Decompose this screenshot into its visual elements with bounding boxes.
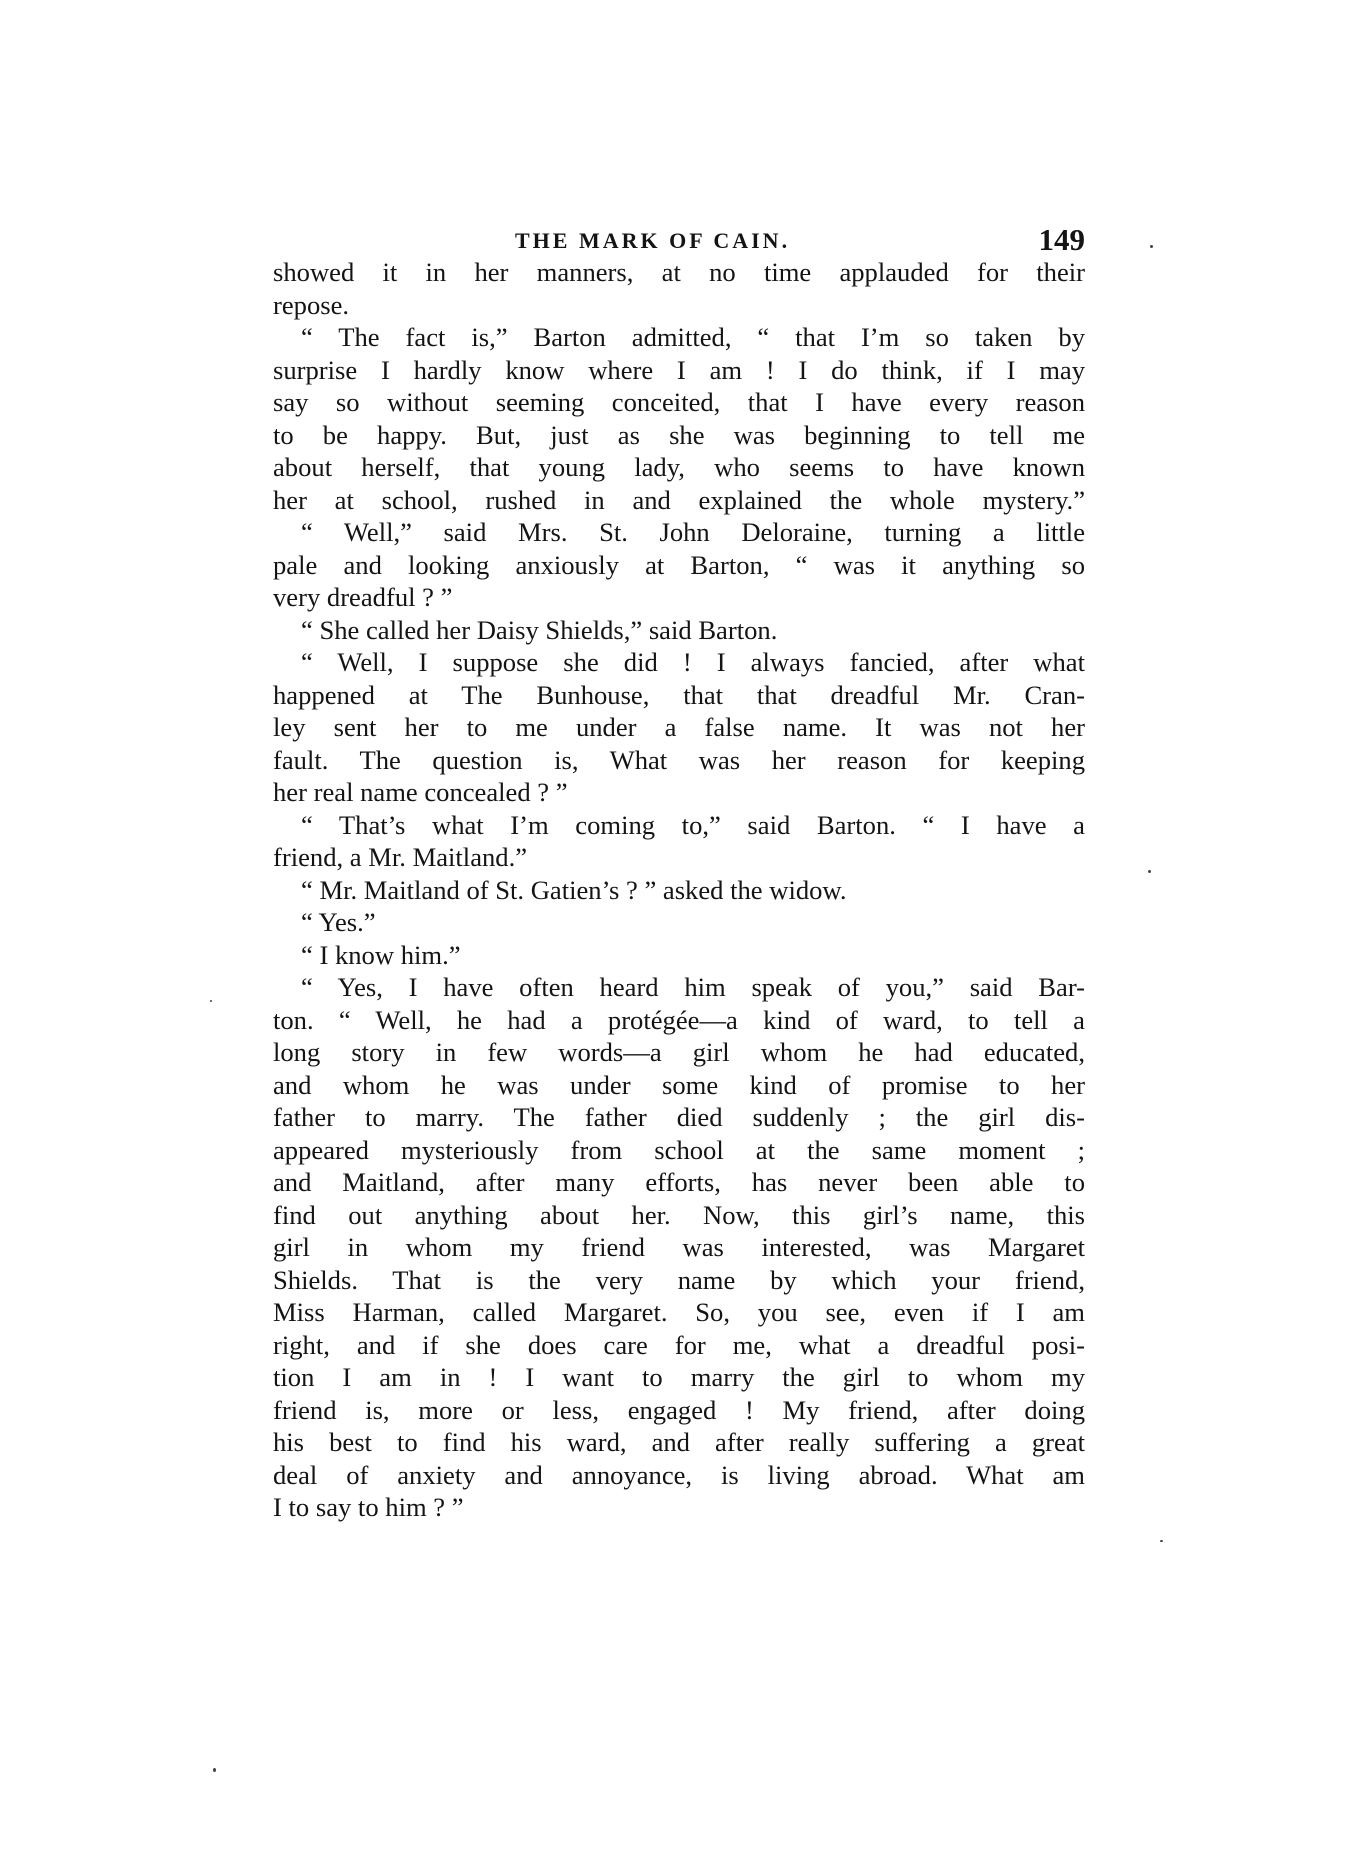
text-line: say so without seeming conceited, that I have every reason [273, 387, 1085, 417]
text-line: friend is, more or less, engaged ! My friend, after doing [273, 1394, 1085, 1425]
text-line: appeared mysteriously from school at the same moment ; [273, 1134, 1085, 1165]
text-line: her real name concealed ? ” [273, 777, 568, 807]
text-line: her at school, rushed in and explained the whole mystery.” [273, 484, 1085, 515]
text-line: I to say to him ? ” [273, 1492, 464, 1522]
text-line: friend, a Mr. Maitland.” [273, 842, 528, 872]
text-line: about herself, that young lady, who seems to have known [273, 452, 1085, 482]
running-title: THE MARK OF CAIN. [515, 228, 791, 253]
text-line: ton. “ Well, he had a protégée—a kind of ward, to tell a [273, 1004, 1085, 1035]
text-line: father to marry. The father died suddenly ; the girl dis- [273, 1102, 1085, 1132]
text-line: to be happy. But, just as she was beginning to tell me [273, 419, 1085, 450]
text-line: long story in few words—a girl whom he had educated, [273, 1037, 1085, 1067]
text-line: girl in whom my friend was interested, was Margaret [273, 1232, 1085, 1262]
text-line: happened at The Bunhouse, that that dreadful Mr. Cran- [273, 679, 1085, 710]
text-line: “ The fact is,” Barton admitted, “ that I’m so taken by [301, 322, 1085, 352]
text-line: right, and if she does care for me, what a dreadful posi- [273, 1329, 1085, 1360]
text-line: “ Well,” said Mrs. St. John Deloraine, turning a little [301, 517, 1085, 547]
page-number: 149 [1038, 222, 1085, 257]
body-text [273, 256, 1085, 1524]
text-line: “ She called her Daisy Shields,” said Barton. [301, 614, 778, 645]
text-line: and whom he was under some kind of promise to her [273, 1069, 1085, 1100]
text-line: deal of anxiety and annoyance, is living abroad. What am [273, 1459, 1085, 1490]
text-line: “ That’s what I’m coming to,” said Barton. “ I have a [301, 809, 1085, 840]
text-line: “ Yes, I have often heard him speak of you,” said Bar- [301, 972, 1085, 1002]
text-line: his best to find his ward, and after really suffering a great [273, 1427, 1085, 1457]
text-line: find out anything about her. Now, this girl’s name, this [273, 1199, 1085, 1230]
text-line: surprise I hardly know where I am ! I do think, if I may [273, 354, 1085, 385]
text-line: fault. The question is, What was her reason for keeping [273, 744, 1085, 775]
scan-speck [1148, 870, 1151, 873]
scan-speck [213, 1768, 216, 1772]
scan-speck [1160, 1540, 1163, 1542]
scan-speck [1150, 245, 1153, 248]
text-line: tion I am in ! I want to marry the girl to whom my [273, 1362, 1085, 1392]
text-line: Shields. That is the very name by which your friend, [273, 1264, 1085, 1295]
text-line: pale and looking anxiously at Barton, “ was it anything so [273, 549, 1085, 580]
text-line: Miss Harman, called Margaret. So, you see, even if I am [273, 1297, 1085, 1327]
text-line: showed it in her manners, at no time applauded for their [273, 257, 1085, 287]
text-line: repose. [273, 289, 350, 320]
text-line: very dreadful ? ” [273, 582, 453, 612]
scan-speck [210, 1000, 212, 1002]
text-line: and Maitland, after many efforts, has never been able to [273, 1167, 1085, 1197]
text-line: “ Yes.” [301, 907, 376, 937]
text-line: “ Well, I suppose she did ! I always fancied, after what [301, 647, 1085, 677]
text-line: ley sent her to me under a false name. It was not her [273, 712, 1085, 742]
text-line: “ I know him.” [301, 939, 461, 970]
text-line: “ Mr. Maitland of St. Gatien’s ? ” asked the widow. [301, 874, 847, 905]
